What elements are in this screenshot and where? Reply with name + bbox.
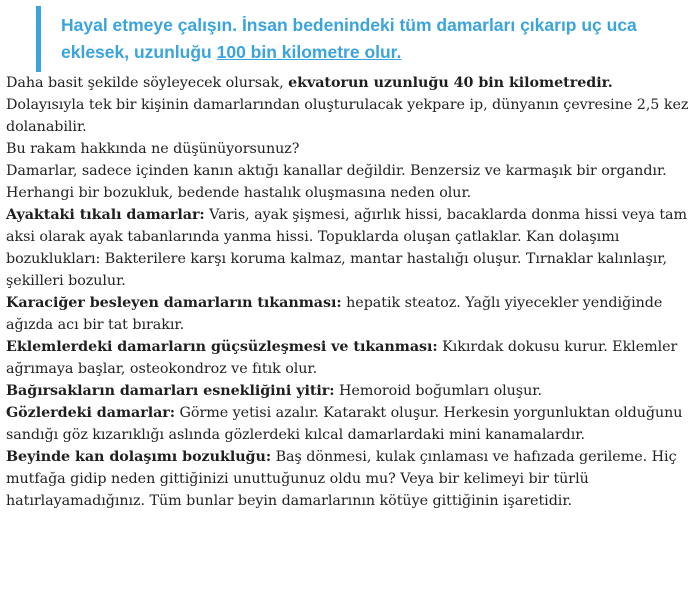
pull-quote-link[interactable]: 100 bin kilometre olur. [216, 42, 402, 62]
paragraph-bold: Ayaktaki tıkalı damarlar: [6, 207, 205, 223]
paragraph-bold: Karaciğer besleyen damarların tıkanması: [6, 295, 342, 311]
paragraph-text: Varis, ayak şişmesi, ağırlık hissi, bacaklarda donma hissi veya tam aksi olarak ayak tabanlarında yanma hissi. Topuklarda oluşan çatlaklar. Kan dolaşımı bozuklukları: Bakterilere karşı koruma kalmaz, mantar hastalığı oluşur. Tırnaklar kalınlaşır, şekilleri bozulur. [6, 207, 688, 289]
pull-quote-text: Hayal etmeye çalışın. İnsan bedenindeki tüm damarları çıkarıp uç uca eklesek, uzunluğu [61, 15, 637, 62]
paragraph-bold: Beyinde kan dolaşımı bozukluğu: [6, 449, 272, 465]
paragraph-bold: Bağırsakların damarları esnekliğini yitir: [6, 383, 335, 399]
paragraph-brain [6, 446, 694, 512]
paragraph-text: Bu rakam hakkında ne düşünüyorsunuz? [6, 141, 300, 157]
paragraph-bold: ekvatorun uzunluğu 40 bin kilometredir. [288, 75, 613, 91]
paragraph-feet [6, 204, 694, 292]
paragraph-intestines [6, 380, 694, 402]
paragraph-text: Kıkırdak dokusu kurur. Eklemler ağrımaya başlar, osteokondroz ve fıtık olur. [6, 339, 678, 377]
paragraph-text: Damarlar, sadece içinden kanın aktığı kanallar değildir. Benzersiz ve karmaşık bir organdır. Herhangi bir bozukluk, bedende hastalık oluşmasına neden olur. [6, 163, 667, 201]
paragraph-equator [6, 72, 694, 138]
paragraph-text: Daha basit şekilde söyleyecek olursak, [6, 75, 289, 91]
paragraph-text: hepatik steatoz. Yağlı yiyecekler yendiğinde ağızda acı bir tat bırakır. [6, 295, 663, 333]
pull-quote [36, 6, 656, 72]
paragraph-bold: Gözlerdeki damarlar: [6, 405, 176, 421]
paragraph-eyes [6, 402, 694, 446]
paragraph-text: Hemoroid boğumları oluşur. [334, 383, 542, 399]
paragraph-text: Görme yetisi azalır. Katarakt oluşur. Herkesin yorgunluktan olduğunu sandığı göz kızarıklığı aslında gözlerdeki kılcal damarlardaki mini kanamalardır. [6, 405, 683, 443]
paragraph-liver [6, 292, 694, 336]
article-body [0, 6, 700, 603]
paragraph-bold: Eklemlerdeki damarların güçsüzleşmesi ve tıkanması: [6, 339, 438, 355]
paragraph-text: Dolayısıyla tek bir kişinin damarlarından oluşturulacak yekpare ip, dünyanın çevresine 2,5 kez dolanabilir. [6, 97, 689, 135]
paragraph-question [6, 138, 694, 160]
paragraph-joints [6, 336, 694, 380]
paragraph-text: Baş dönmesi, kulak çınlaması ve hafızada gerileme. Hiç mutfağa gidip neden gittiğinizi unuttuğunuz oldu mu? Veya bir kelimeyi bir türlü hatırlayamadığınız. Tüm bunlar beyin damarlarının kötüye gittiğinin işaretidir. [6, 449, 677, 509]
paragraph-vessels [6, 160, 694, 204]
